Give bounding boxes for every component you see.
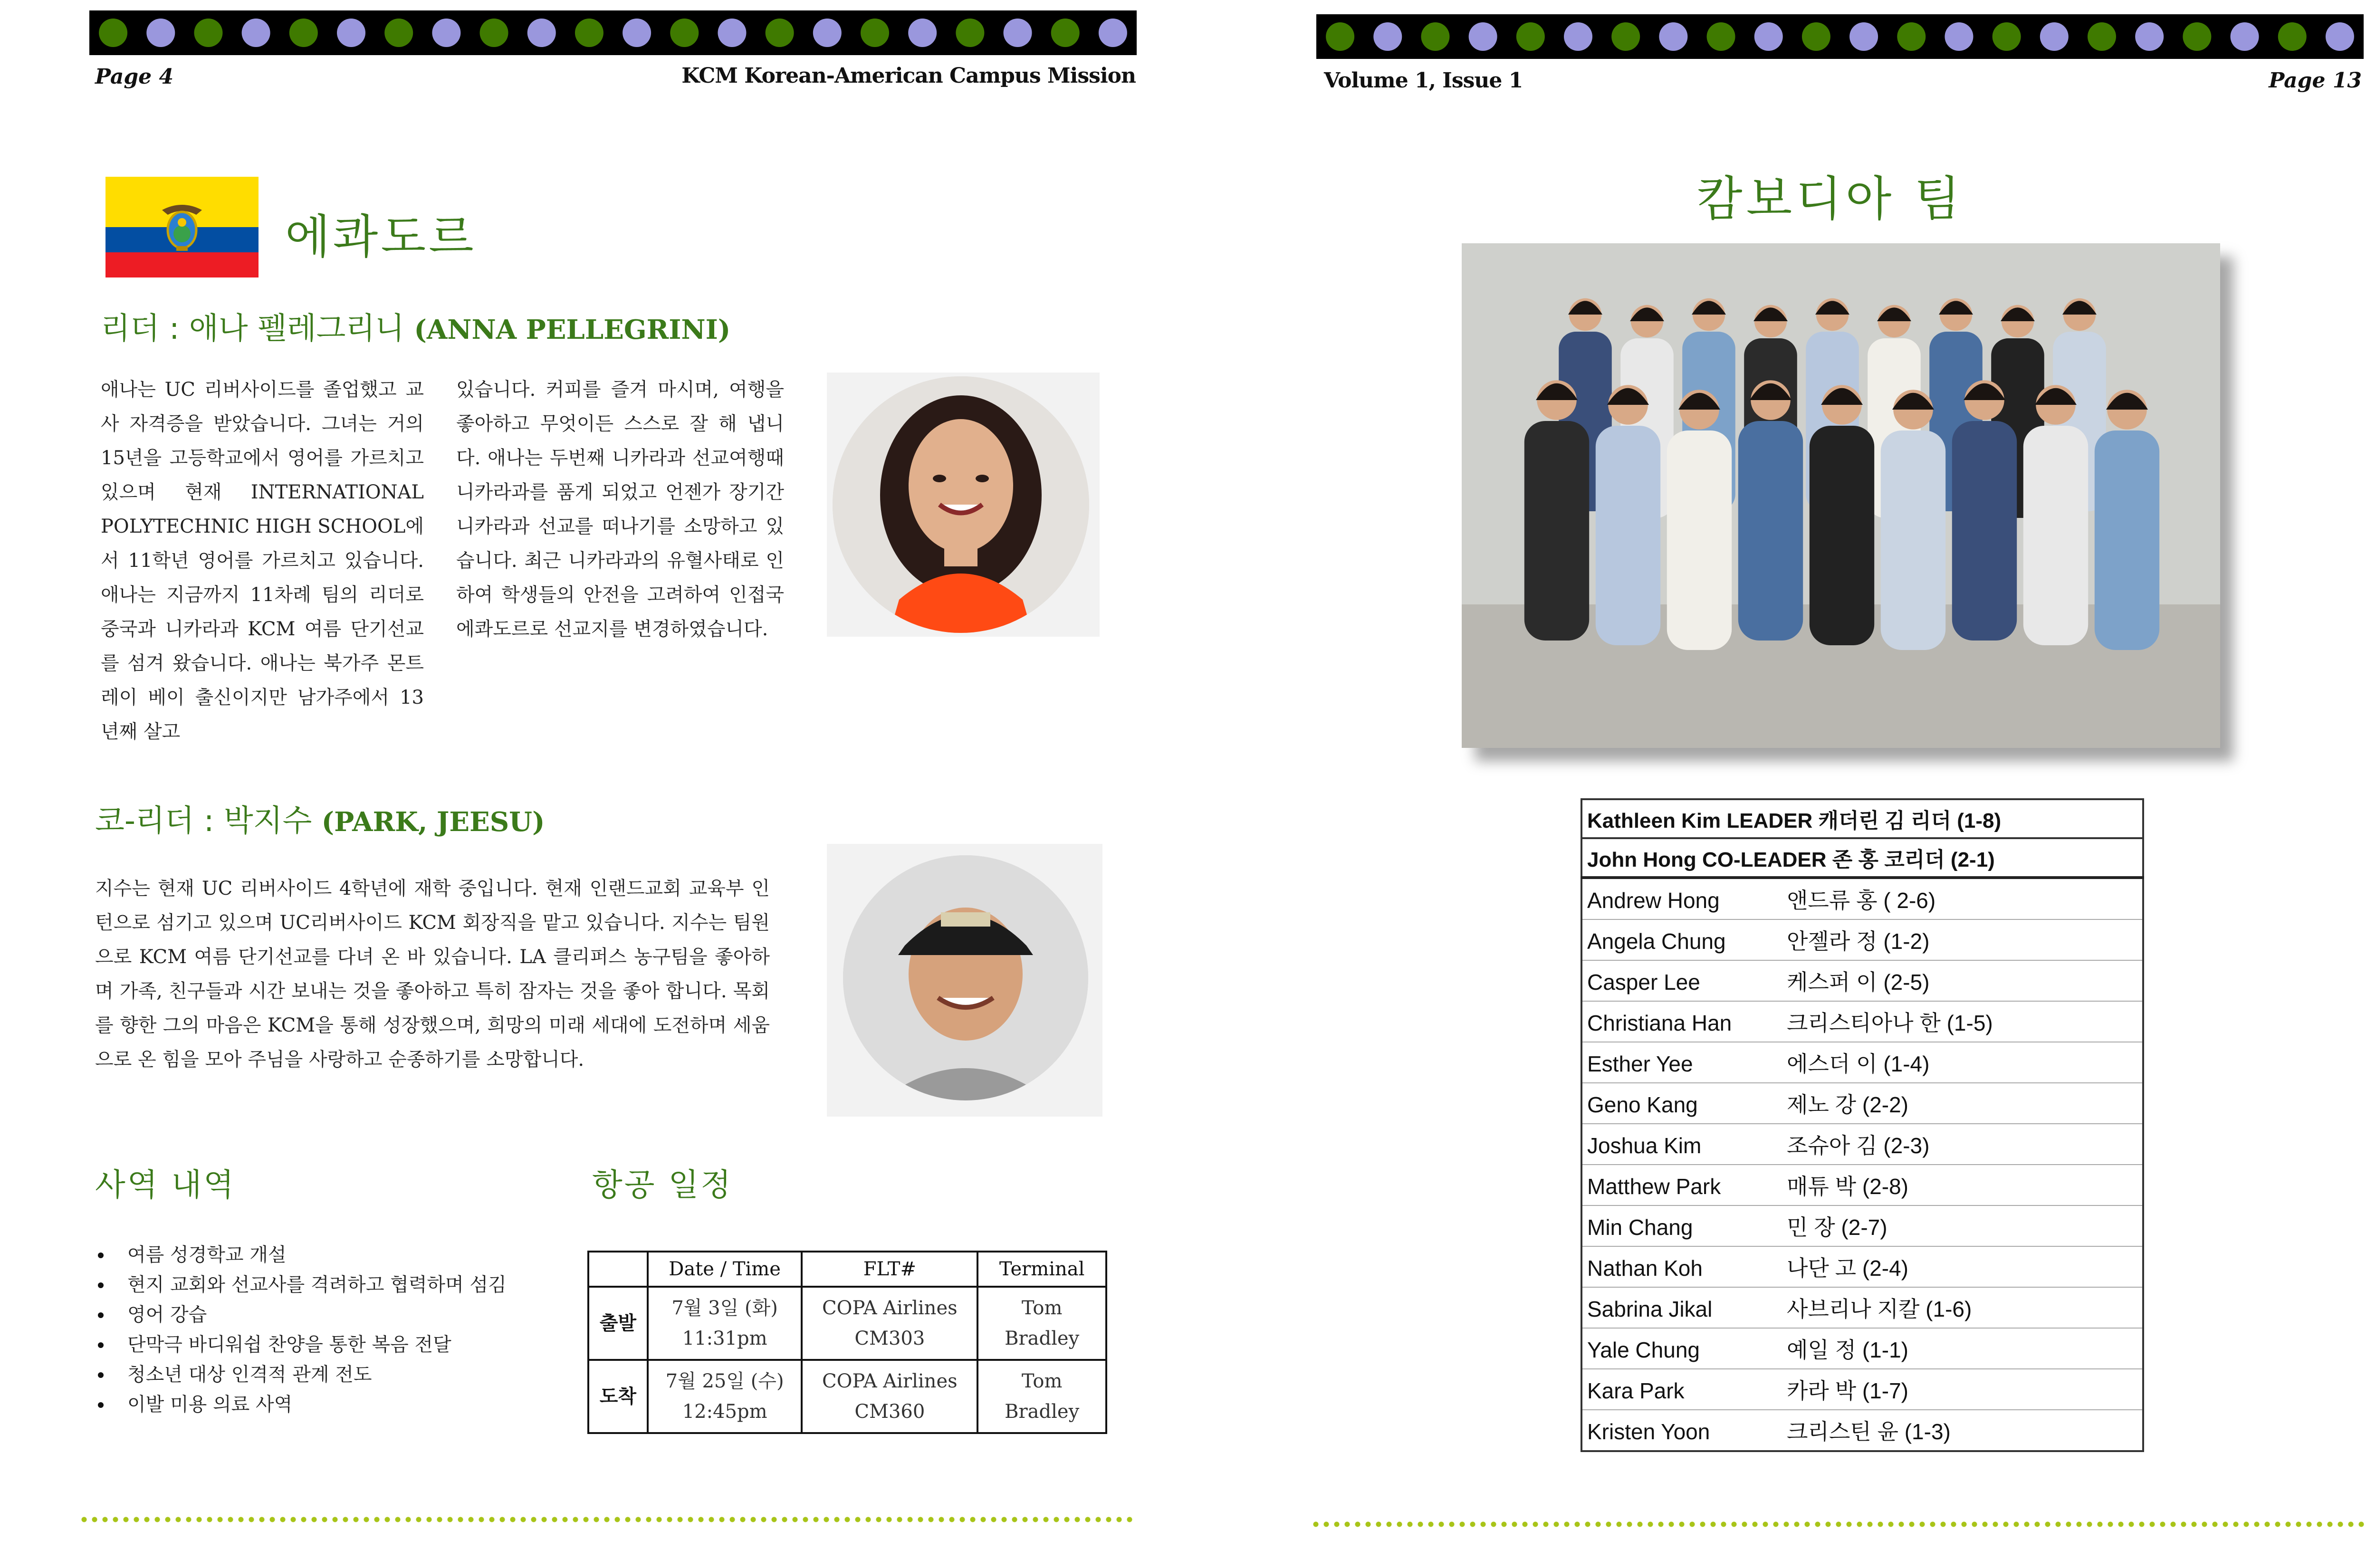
- team-member-figure: [1738, 421, 1803, 641]
- page-number: Page 4: [95, 65, 174, 89]
- band-dot: [242, 19, 270, 47]
- roster-member-row: [1581, 1369, 2143, 1410]
- page-number: Page 13: [2269, 68, 2362, 93]
- roster-member-row: [1581, 1165, 2143, 1205]
- ministry-list: [93, 1240, 616, 1420]
- roster-member: [1581, 1124, 2143, 1165]
- roster-member-row: [1581, 1246, 2143, 1287]
- roster-leader-row: [1581, 799, 2143, 838]
- team-member-figure: [2095, 430, 2159, 650]
- roster-member-row: [1581, 1042, 2143, 1083]
- member-name-en: Kara Park: [1587, 1378, 1685, 1403]
- member-name-ko: 안젤라 정 (1-2): [1787, 929, 1930, 954]
- roster-member: [1581, 1165, 2143, 1205]
- band-dot: [1754, 22, 1783, 51]
- member-name-en: Andrew Hong: [1587, 888, 1720, 913]
- band-dot: [956, 19, 984, 47]
- coleader-name-en: (PARK, JEESU): [321, 806, 545, 838]
- flight-date-time: 7월 25일 (수) 12:45pm: [648, 1360, 802, 1433]
- ministry-item: 이발 미용 의료 사역: [93, 1390, 616, 1420]
- band-dot: [1099, 19, 1127, 47]
- member-name-ko: 크리스틴 윤 (1-3): [1787, 1419, 1951, 1444]
- flight-row-departure: [588, 1287, 1106, 1360]
- roster-coleader-row: [1581, 838, 2143, 878]
- flight-row-label: 출발: [588, 1287, 648, 1360]
- band-dot: [2326, 22, 2354, 51]
- ministry-item: 단막극 바디워쉽 찬양을 통한 복음 전달: [93, 1330, 616, 1360]
- team-member-figure: [1524, 421, 1589, 641]
- band-dot: [1421, 22, 1449, 51]
- member-name-en: Matthew Park: [1587, 1174, 1721, 1199]
- flight-table: [587, 1251, 1107, 1434]
- member-name-ko: 크리스티아나 한 (1-5): [1787, 1011, 1993, 1035]
- band-dot: [1469, 22, 1497, 51]
- member-name-en: Geno Kang: [1587, 1092, 1698, 1117]
- band-dot: [2088, 22, 2116, 51]
- band-dot: [575, 19, 604, 47]
- roster-member-row: [1581, 1328, 2143, 1369]
- ministry-item: 현지 교회와 선교사를 격려하고 협력하며 섬김: [93, 1270, 616, 1300]
- member-name-en: Yale Chung: [1587, 1338, 1700, 1362]
- band-dot: [718, 19, 746, 47]
- member-name-en: Casper Lee: [1587, 970, 1700, 994]
- flight-header-terminal: Terminal: [977, 1252, 1106, 1287]
- band-dot: [1659, 22, 1687, 51]
- header-org-name: KCM Korean-American Campus Mission: [681, 64, 1136, 88]
- flight-number: COPA Airlines CM303: [802, 1287, 977, 1360]
- flight-header-flt: FLT#: [802, 1252, 977, 1287]
- band-dot: [1373, 22, 1402, 51]
- member-name-ko: 나단 고 (2-4): [1787, 1256, 1908, 1281]
- band-dot: [861, 19, 889, 47]
- band-dot: [432, 19, 460, 47]
- leader-heading: [101, 304, 730, 348]
- band-dot: [337, 19, 365, 47]
- team-member-figure: [1952, 421, 2017, 641]
- member-name-en: Sabrina Jikal: [1587, 1297, 1713, 1321]
- team-member-figure: [1810, 426, 1874, 645]
- roster-coleader: John Hong CO-LEADER 존 홍 코리더 (2-1): [1581, 838, 2143, 878]
- coleader-label: 코-리더 : 박지수: [95, 803, 312, 839]
- band-dot: [289, 19, 318, 47]
- team-roster: [1581, 798, 2144, 1452]
- ecuador-flag-icon: [105, 177, 259, 277]
- leader-label: 리더 : 애나 펠레그리니: [101, 311, 405, 346]
- roster-member: [1581, 960, 2143, 1001]
- roster-member-row: [1581, 1205, 2143, 1246]
- team-member-figure: [2023, 426, 2088, 645]
- band-dot: [2183, 22, 2211, 51]
- band-dot: [1945, 22, 1973, 51]
- member-name-ko: 카라 박 (1-7): [1787, 1378, 1908, 1403]
- member-name-en: Christiana Han: [1587, 1011, 1732, 1035]
- flight-title: 항공 일정: [592, 1166, 733, 1203]
- band-dot: [1004, 19, 1032, 47]
- coleader-photo: [827, 844, 1102, 1117]
- roster-member-row: [1581, 1083, 2143, 1124]
- roster-member: [1581, 878, 2143, 919]
- coleader-heading: [95, 796, 545, 840]
- band-dot: [813, 19, 842, 47]
- band-dot: [670, 19, 699, 47]
- team-member-figure: [1596, 426, 1660, 645]
- flight-table-header: [588, 1252, 1106, 1287]
- band-dot: [1993, 22, 2021, 51]
- roster-leader: Kathleen Kim LEADER 캐더린 김 리더 (1-8): [1581, 799, 2143, 838]
- team-member-figure: [1667, 430, 1732, 650]
- roster-member: [1581, 1083, 2143, 1124]
- band-dot: [2278, 22, 2307, 51]
- ministry-item: 청소년 대상 인격적 관계 전도: [93, 1360, 616, 1390]
- band-dot: [2231, 22, 2259, 51]
- decorative-band: [89, 10, 1137, 55]
- band-dot: [480, 19, 508, 47]
- band-dot: [1611, 22, 1640, 51]
- member-name-ko: 에스더 이 (1-4): [1787, 1052, 1930, 1076]
- band-dot: [527, 19, 556, 47]
- roster-member: [1581, 919, 2143, 960]
- band-dot: [384, 19, 413, 47]
- volume-issue: Volume 1, Issue 1: [1324, 68, 1523, 93]
- band-dot: [2040, 22, 2069, 51]
- band-dot: [1051, 19, 1080, 47]
- right-page: [1212, 0, 2376, 1568]
- roster-member-row: [1581, 1124, 2143, 1165]
- roster-member: [1581, 1369, 2143, 1410]
- member-name-ko: 예일 정 (1-1): [1787, 1338, 1908, 1362]
- roster-member: [1581, 1287, 2143, 1328]
- member-name-en: Kristen Yoon: [1587, 1419, 1710, 1444]
- member-name-en: Angela Chung: [1587, 929, 1726, 954]
- roster-member: [1581, 1246, 2143, 1287]
- band-dot: [1802, 22, 1830, 51]
- roster-member: [1581, 1205, 2143, 1246]
- flight-header-blank: [588, 1252, 648, 1287]
- flight-terminal: Tom Bradley: [977, 1287, 1106, 1360]
- ministry-item: 여름 성경학교 개설: [93, 1240, 616, 1270]
- roster-member: [1581, 1001, 2143, 1042]
- band-dot: [99, 19, 127, 47]
- roster-member: [1581, 1042, 2143, 1083]
- member-name-ko: 매튜 박 (2-8): [1787, 1174, 1908, 1199]
- band-dot: [194, 19, 222, 47]
- country-title: 에콰도르: [285, 210, 477, 264]
- flight-header-date: Date / Time: [648, 1252, 802, 1287]
- flight-date-time: 7월 3일 (화) 11:31pm: [648, 1287, 802, 1360]
- band-dot: [1707, 22, 1735, 51]
- team-member-figure: [1881, 430, 1945, 650]
- flight-number: COPA Airlines CM360: [802, 1360, 977, 1433]
- flight-row-label: 도착: [588, 1360, 648, 1433]
- leader-name-en: (ANNA PELLEGRINI): [414, 314, 731, 345]
- member-name-en: Nathan Koh: [1587, 1256, 1703, 1281]
- band-dot: [1564, 22, 1592, 51]
- roster-member-row: [1581, 919, 2143, 960]
- band-dot: [1849, 22, 1878, 51]
- footer-dotted-rule: [1311, 1521, 2368, 1527]
- roster-member-row: [1581, 1001, 2143, 1042]
- ministry-title: 사역 내역: [95, 1166, 236, 1203]
- roster-member-row: [1581, 1287, 2143, 1328]
- roster-member-row: [1581, 1410, 2143, 1451]
- band-dot: [623, 19, 651, 47]
- member-name-ko: 앤드류 홍 ( 2-6): [1787, 888, 1936, 913]
- flight-row-arrival: [588, 1360, 1106, 1433]
- roster-member-row: [1581, 878, 2143, 919]
- band-dot: [1897, 22, 1926, 51]
- band-dot: [146, 19, 175, 47]
- decorative-band: [1316, 14, 2364, 59]
- member-name-en: Min Chang: [1587, 1215, 1693, 1240]
- member-name-ko: 사브리나 지칼 (1-6): [1787, 1297, 1972, 1321]
- member-name-ko: 케스퍼 이 (2-5): [1787, 970, 1930, 994]
- member-name-ko: 제노 강 (2-2): [1787, 1092, 1908, 1117]
- roster-member: [1581, 1410, 2143, 1451]
- member-name-ko: 조슈아 김 (2-3): [1787, 1133, 1930, 1158]
- member-name-en: Esther Yee: [1587, 1052, 1693, 1076]
- footer-dotted-rule: [79, 1517, 1137, 1522]
- coleader-bio: 지수는 현재 UC 리버사이드 4학년에 재학 중입니다. 현재 인랜드교회 교육부 인턴으로 섬기고 있으며 UC리버사이드 KCM 회장직을 맡고 있습니다. 지수는 팀원으로 KCM 여름 단기선교를 다녀 온 바 있습니다. LA 클리퍼스 농구팀을 좋아하며 가족, 친구들과 시간 보내는 것을 좋아하고 특히 잠자는 것을 좋아 합니다. 목회를 향한 그의 마음은 KCM을 통해 성장했으며, 희망의 미래 세대에 도전하며 세움으로 온 힘을 모아 주님을 사랑하고 순종하기를 소망합니다.: [95, 878, 770, 1071]
- band-dot: [1516, 22, 1545, 51]
- ministry-item: 영어 강습: [93, 1300, 616, 1330]
- band-dot: [1326, 22, 1354, 51]
- band-dot: [2135, 22, 2164, 51]
- leader-bio-col1: 애나는 UC 리버사이드를 졸업했고 교사 자격증을 받았습니다. 그녀는 거의 15년을 고등학교에서 영어를 가르치고 있으며 현재 INTERNATIONAL POLYTECHNIC HIGH SCHOOL에서 11학년 영어를 가르치고 있습니다. 애나는 지금까지 11차례 팀의 리더로 중국과 니카라과 KCM 여름 단기선교를 섬겨 왔습니다. 애나는 북가주 몬트레이 베이 출신이지만 남가주에서 13년째 살고: [101, 379, 424, 743]
- band-dot: [766, 19, 794, 47]
- roster-member-row: [1581, 960, 2143, 1001]
- band-dot: [908, 19, 937, 47]
- roster-member: [1581, 1328, 2143, 1369]
- flight-terminal: Tom Bradley: [977, 1360, 1106, 1433]
- team-title: 캄보디아 팀: [1696, 171, 1964, 227]
- leader-photo: [827, 373, 1100, 637]
- team-photo: [1462, 243, 2220, 748]
- member-name-en: Joshua Kim: [1587, 1133, 1702, 1158]
- leader-bio-col2: 있습니다. 커피를 즐겨 마시며, 여행을 좋아하고 무엇이든 스스로 잘 해 냅니다. 애나는 두번째 니카라과 선교여행때 니카라과를 품게 되었고 언젠가 장기간 니카라과 선교를 떠나기를 소망하고 있습니다. 최근 니카라과의 유혈사태로 인하여 학생들의 안전을 고려하여 인접국 에콰도르로 선교지를 변경하였습니다.: [456, 379, 784, 640]
- member-name-ko: 민 장 (2-7): [1787, 1215, 1887, 1240]
